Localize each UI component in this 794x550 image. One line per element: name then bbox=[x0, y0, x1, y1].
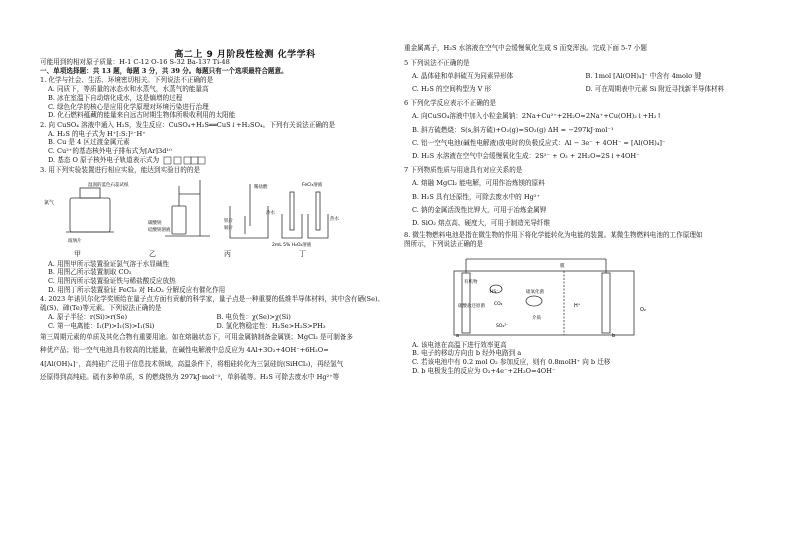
figure-text: HS⁻ bbox=[490, 289, 499, 295]
figure-text: 膜 bbox=[560, 263, 565, 269]
left-column bbox=[40, 44, 385, 384]
option: B. 电子的移动方向由 b 经外电路到 a bbox=[412, 349, 522, 358]
fuel-cell-figure bbox=[434, 251, 759, 339]
option: A. 同质下，等质量的冰态水和水蒸气，水蒸气的能量高 bbox=[48, 85, 209, 94]
figure-text: 硫氧化菌 bbox=[526, 289, 544, 295]
option: C. 铝一空气电池(碱性电解液)放电时的负极反应式：Al − 3e⁻ + 4OH⁻ = [Al(OH)₄]⁻ bbox=[412, 138, 666, 147]
figure-text: FeCl₃溶液 bbox=[302, 183, 323, 189]
figure-label: 丙 bbox=[224, 250, 231, 259]
option: B. 用图乙所示装置制取 CO₂ bbox=[48, 268, 132, 277]
option: C. Cu²⁺的基态核外电子排布式为[Ar]3d¹⁰ bbox=[48, 147, 172, 156]
apparatus-figure bbox=[40, 176, 385, 248]
passage-line: 第三周期元素的单质及其化合物有重要用途。如在熔融状态下，可用金属钠制备金属镁；MgCl₂ 是可制备多 bbox=[40, 333, 353, 342]
option: A. 原子半径：r(Si)>r(Se) bbox=[48, 312, 128, 321]
option-row bbox=[40, 313, 385, 322]
question-stem: 2. 向 CuSO₄ 溶液中通入 H₂S，发生反应：CuSO₄+H₂S══CuS↓+H₂SO₄。下列有关说法正确的是 bbox=[40, 120, 336, 129]
figure-text: 玻璃片 bbox=[68, 239, 82, 245]
option: B. 冰在室温下自动熔化成水，这是熵增的过程 bbox=[48, 93, 183, 102]
passage-line: 重金属离子，H₂S 水溶液在空气中会缓慢氧化生成 S 而变浑浊。完成下面 5-7 小题 bbox=[404, 44, 647, 52]
section-heading: 一、单项选择题：共 13 题，每题 3 分，共 39 分。每题只有一个选项最符合题意。 bbox=[40, 66, 288, 75]
figure-text: 铁片 bbox=[224, 219, 233, 225]
option: D. H₂S 水溶液在空气中会缓慢氧化生成：2S²⁻ + O₂ + 2H₂O=2S↓+4OH⁻ bbox=[412, 152, 640, 161]
fuel-cell-drawing bbox=[434, 251, 674, 339]
option-row bbox=[404, 83, 759, 96]
option: C. 若该电池中有 0.2 mol O₂ 参加反应，则有 0.8molH⁺ 向 b 迁移 bbox=[412, 357, 611, 366]
figure-labels bbox=[40, 250, 340, 259]
figure-label: 丁 bbox=[299, 250, 306, 259]
option: D. 氢化物稳定性：H₂Se>H₂S>PH₃ bbox=[216, 321, 326, 330]
question-7 bbox=[404, 164, 759, 230]
figure-text: 冷水 bbox=[266, 211, 275, 217]
option: D. 可在周期表中元素 Si 附近寻找新半导体材料 bbox=[585, 85, 725, 94]
question-1 bbox=[40, 76, 385, 120]
question-5 bbox=[404, 57, 759, 97]
question-stem: 4. 2023 年诺贝尔化学奖颁给在量子点方面有贡献的科学家，量子点是一种重要的低维半导体材料，其中含有硒(Se)、硫(S)、碲(Te)等元素。下列说法正确的是 bbox=[40, 295, 385, 313]
option: C. 用图丙所示装置验证铁与稀盐酸反应放热 bbox=[48, 277, 176, 286]
reading-passage bbox=[40, 331, 385, 384]
option: B. H₂S 具有还原性，可除去废水中的 Hg²⁺ bbox=[412, 192, 540, 201]
question-3 bbox=[40, 166, 385, 295]
passage-line: 还原得到高纯硅。硫有多种单质，S 的燃烧热为 297kJ·mol⁻¹，单斜硫等。H₂S 可除去废水中 Hg²⁺等 bbox=[40, 372, 340, 381]
option: B. Cu 是 4 区过渡金属元素 bbox=[48, 138, 130, 147]
question-stem: 3. 用下列实验装置进行相应实验，能达到实验目的的是 bbox=[40, 165, 201, 174]
figure-text: H⁺ bbox=[574, 302, 581, 309]
option: D. 用图丁所示装置验证 FeCl₃ 对 H₂O₂ 分解反应有催化作用 bbox=[48, 285, 226, 294]
option: A. 熔融 MgCl₂ 能电解，可用作冶炼镁的原料 bbox=[412, 179, 545, 188]
figure-text: a bbox=[456, 332, 460, 339]
question-6 bbox=[404, 97, 759, 163]
question-stem: 6 下列化学反应表示不正确的是 bbox=[404, 99, 497, 108]
option: B. 1mol [Al(OH)₄]⁻ 中含有 4molσ 键 bbox=[585, 71, 702, 80]
figure-text: 稀盐酸 bbox=[254, 185, 268, 191]
question-stem: 1. 化学与社会、生活、环境密切相关。下列说法不正确的是 bbox=[40, 76, 214, 85]
figure-text: 2mL 5% H₂O₂溶液 bbox=[272, 243, 312, 249]
figure-label: 乙 bbox=[149, 250, 156, 259]
option: A. 用图甲所示装置验证氯气溶于水显碱性 bbox=[48, 259, 170, 268]
question-8 bbox=[404, 231, 759, 375]
figure-text: CO₂ bbox=[494, 301, 503, 307]
option: B. 斜方硫燃烧：S(s,斜方硫)+O₂(g)=SO₂(g) ΔH = −297kJ·mol⁻¹ bbox=[412, 125, 614, 134]
figure-text: 氯气 bbox=[44, 200, 55, 207]
figure-text: 硅酸钠溶液 bbox=[148, 228, 171, 234]
figure-text: 热水 bbox=[330, 217, 339, 223]
figure-text: b bbox=[612, 332, 616, 339]
figure-text: O₂ bbox=[640, 306, 646, 313]
option: A. 晶体硅和单斜硫互为同素异形体 bbox=[412, 71, 514, 80]
question-4 bbox=[40, 295, 385, 330]
figure-text: 碳酸钠 bbox=[148, 221, 162, 227]
option: A. H₂S 的电子式为 H⁺[:S:]²⁻H⁺ bbox=[48, 129, 146, 138]
question-stem: 5 下列说法不正确的是 bbox=[404, 58, 470, 67]
figure-text: 湿润的蓝色石蕊试纸 bbox=[88, 183, 129, 189]
figure-text: 铜片 bbox=[224, 226, 233, 232]
option-text: D. 基态 O 原子核外电子轨道表示式为 bbox=[48, 155, 160, 164]
option: D. b 电极发生的反应为 O₂+4e⁻+2H₂O=4OH⁻ bbox=[412, 366, 556, 375]
option: A. 向CuSO₄溶液中加入小粒金属钠：2Na+Cu²⁺+2H₂O=2Na⁺+Cu(OH)₂↓+H₂↑ bbox=[412, 112, 662, 121]
option: A. 该电池在高温下进行效率更高 bbox=[412, 340, 507, 349]
figure-label: 甲 bbox=[74, 250, 81, 259]
figure-text: 硫酸盐还原菌 bbox=[458, 303, 485, 309]
option-row bbox=[40, 322, 385, 331]
option bbox=[40, 156, 385, 165]
option: C. 第一电离能：I₁(P)>I₁(S)>I₁(Si) bbox=[48, 321, 155, 330]
question-stem: 7 下列物质性质与用途具有对应关系的是 bbox=[404, 166, 523, 175]
orbital-diagram bbox=[163, 156, 225, 165]
figure-text: 有机物 bbox=[464, 279, 478, 285]
apparatus-drawing bbox=[40, 176, 370, 248]
atomic-masses: 可能用到的相对原子质量：H-1 C-12 O-16 S-32 Ba-137 Ti-48 bbox=[40, 58, 230, 66]
figure-text: 介质 bbox=[532, 315, 541, 321]
passage-line: 种优产品；铝一空气电池具有较高的比能量，在碱性电解液中总反应为 4Al+3O₂+4OH⁻+6H₂O= bbox=[40, 346, 329, 355]
option: C. H₂S 的空间构型为 V 形 bbox=[412, 85, 492, 94]
passage-line: 4[Al(OH)₄]⁻，高纯硅广泛用于信息技术领域，高温条件下，将粗硅转化为三氯硅烷(SiHCl₃)，再经氢气 bbox=[40, 359, 344, 368]
question-stem-cont: 图所示，下列说法正确的是 bbox=[404, 239, 484, 248]
option: C. 绿色化学的核心是应用化学原理对环境污染进行治理 bbox=[48, 102, 209, 111]
option: D. SiO₂ 熔点高、硬度大，可用于制造光导纤维 bbox=[412, 218, 551, 227]
right-column bbox=[404, 44, 759, 375]
question-2 bbox=[40, 121, 385, 165]
figure-text: SO₄²⁻ bbox=[496, 323, 509, 329]
option: D. 化石燃料蕴藏的能量来自远古时期生物体所吸收利用的太阳能 bbox=[48, 111, 236, 120]
option: C. 钠的金属活泼性比钾大，可用于冶炼金属钾 bbox=[412, 205, 547, 214]
page-title: 高二上 9 月阶段性检测 化学学科 bbox=[174, 50, 316, 60]
option-row bbox=[404, 70, 759, 83]
question-stem: 8. 微生物燃料电池是指在微生物的作用下将化学能转化为电能的装置。某微生物燃料电池的工作原理如 bbox=[404, 231, 703, 240]
option: B. 电负性：χ(Se)>χ(Si) bbox=[216, 312, 291, 321]
